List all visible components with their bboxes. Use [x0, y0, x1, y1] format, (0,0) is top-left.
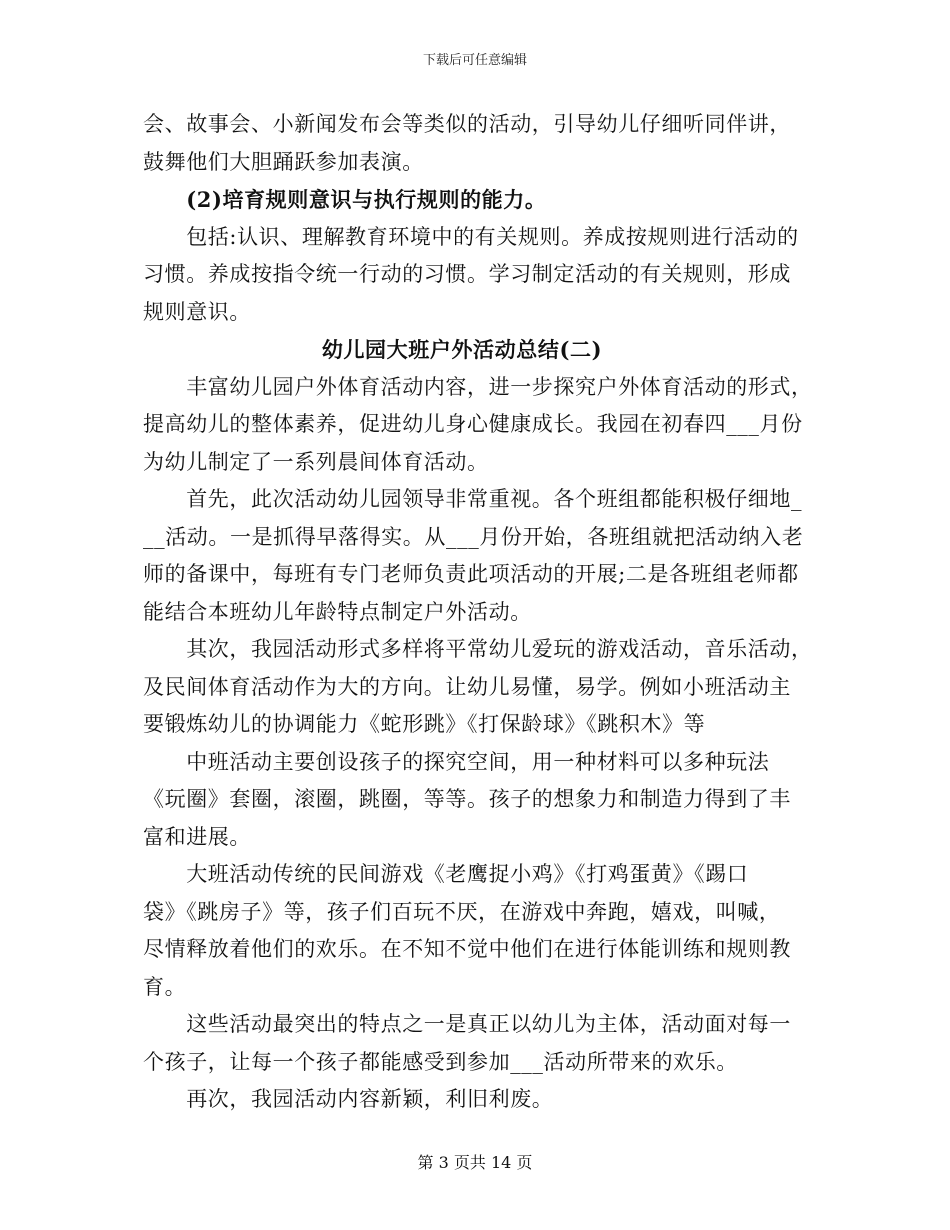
- text-line: 袋》《跳房子》等，孩子们百玩不厌，在游戏中奔跑，嬉戏，叫喊，: [143, 899, 781, 924]
- text-line: 及民间体育活动作为大的方向。让幼儿易懂，易学。例如小班活动主: [143, 674, 791, 699]
- text-line: 其次，我园活动形式多样将平常幼儿爱玩的游戏活动，音乐活动，: [143, 637, 813, 661]
- text-line: 育。: [143, 974, 187, 999]
- page-header: 下载后可任意编辑: [422, 53, 527, 68]
- text-line: 提高幼儿的整体素养，促进幼儿身心健康成长。我园在初春四___月份: [143, 412, 803, 436]
- text-line: 丰富幼儿园户外体育活动内容，进一步探究户外体育活动的形式，: [143, 374, 813, 399]
- text-line: __活动。一是抓得早落得实。从___月份开始，各班组就把活动纳入老: [143, 524, 804, 549]
- text-line: 习惯。养成按指令统一行动的习惯。学习制定活动的有关规则，形成: [143, 262, 791, 286]
- text-line: 富和进展。: [143, 824, 251, 849]
- text-line: 鼓舞他们大胆踊跃参加表演。: [143, 149, 424, 174]
- text-line: 尽情释放着他们的欢乐。在不知不觉中他们在进行体能训练和规则教: [143, 937, 791, 961]
- text-line: 这些活动最突出的特点之一是真正以幼儿为主体，活动面对每一: [143, 1012, 791, 1036]
- text-line: 再次，我园活动内容新颖，利旧利废。: [143, 1087, 554, 1111]
- text-line: 《玩圈》套圈，滚圈，跳圈，等等。孩子的想象力和制造力得到了丰: [143, 787, 791, 811]
- text-line: 包括:认识、理解教育环境中的有关规则。养成按规则进行活动的: [143, 224, 799, 249]
- document-title: 幼儿园大班户外活动总结(二): [321, 337, 603, 362]
- text-line: 个孩子，让每一个孩子都能感受到参加___活动所带来的欢乐。: [143, 1049, 738, 1074]
- document-body: [143, 106, 811, 1119]
- text-line: 中班活动主要创设孩子的探究空间，用一种材料可以多种玩法: [143, 749, 770, 774]
- text-line: 规则意识。: [143, 299, 251, 324]
- text-line: 大班活动传统的民间游戏《老鹰捉小鸡》《打鸡蛋黄》《踢口: [143, 862, 749, 886]
- text-line: 要锻炼幼儿的协调能力《蛇形跳》《打保龄球》《跳积木》等: [143, 712, 706, 736]
- text-line: 首先，此次活动幼儿园领导非常重视。各个班组都能积极仔细地_: [143, 487, 803, 511]
- text-line: 师的备课中，每班有专门老师负责此项活动的开展;二是各班组老师都: [143, 562, 799, 586]
- text-line: 为幼儿制定了一系列晨间体育活动。: [143, 449, 489, 474]
- text-line: 会、故事会、小新闻发布会等类似的活动，引导幼儿仔细听同伴讲，: [143, 112, 791, 136]
- section-heading: (2)培育规则意识与执行规则的能力。: [143, 187, 547, 212]
- page-footer: 第 3 页共 14 页: [417, 1153, 533, 1172]
- text-line: 能结合本班幼儿年龄特点制定户外活动。: [143, 599, 532, 624]
